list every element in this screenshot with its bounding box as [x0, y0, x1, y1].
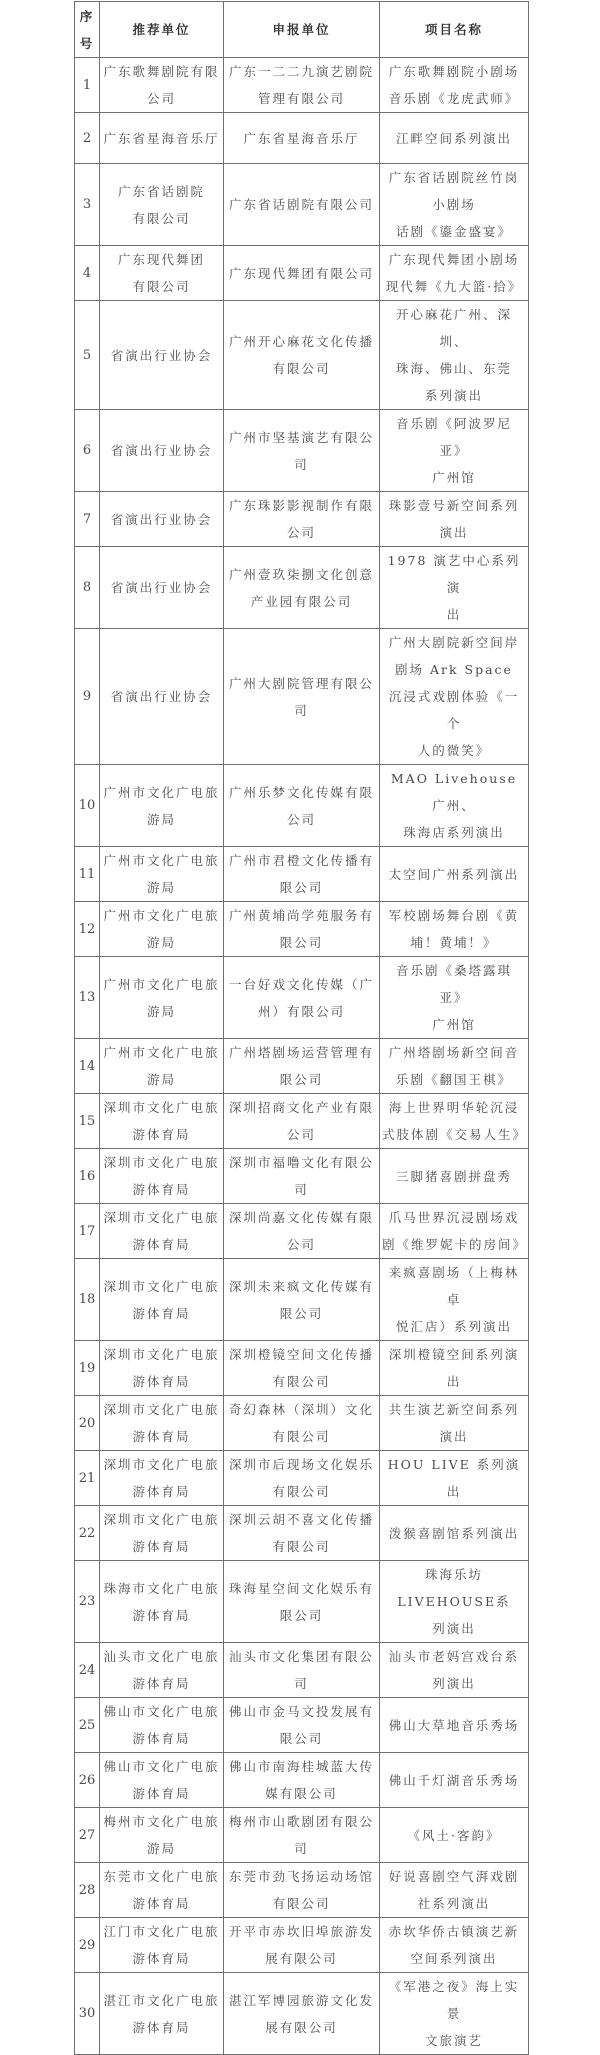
recommending-unit-cell: 深圳市文化广电旅 游体育局	[100, 1149, 224, 1204]
recommending-unit-cell: 佛山市文化广电旅 游体育局	[100, 1753, 224, 1808]
table-row	[75, 1643, 529, 1698]
applying-unit-cell: 广州大剧院管理有限公 司	[224, 629, 380, 765]
project-name-cell: 珠影壹号新空间系列 演出	[380, 492, 529, 547]
recommending-unit-cell: 省演出行业协会	[100, 629, 224, 765]
table-row	[75, 1204, 529, 1259]
serial-number-cell: 7	[75, 492, 100, 547]
header-applying-unit: 申报单位	[224, 2, 380, 58]
serial-number-cell: 22	[75, 1506, 100, 1561]
project-name-cell: 佛山大草地音乐秀场	[380, 1698, 529, 1753]
recommending-unit-cell: 江门市文化广电旅 游体育局	[100, 1918, 224, 1973]
table-row	[75, 246, 529, 301]
recommending-unit-cell: 湛江市文化广电旅 游体育局	[100, 1973, 224, 2055]
table-row	[75, 1451, 529, 1506]
project-name-cell: 来疯喜剧场（上梅林卓 悦汇店）系列演出	[380, 1259, 529, 1341]
applying-unit-cell: 广州黄埔尚学苑服务有 限公司	[224, 902, 380, 957]
applying-unit-cell: 广东省星海音乐厅	[224, 113, 380, 164]
table-row	[75, 410, 529, 492]
applying-unit-cell: 奇幻森林（深圳）文化 有限公司	[224, 1396, 380, 1451]
table-row	[75, 957, 529, 1039]
table-row	[75, 1973, 529, 2055]
table-row	[75, 902, 529, 957]
serial-number-cell: 24	[75, 1643, 100, 1698]
table-row	[75, 1863, 529, 1918]
serial-number-cell: 16	[75, 1149, 100, 1204]
serial-number-cell: 10	[75, 765, 100, 847]
table-row	[75, 301, 529, 410]
project-name-cell: 《军港之夜》海上实景 文旅演艺	[380, 1973, 529, 2055]
header-project-name: 项目名称	[380, 2, 529, 58]
project-name-cell: 军校剧场舞台剧《黄 埔！黄埔！》	[380, 902, 529, 957]
project-name-cell: 佛山千灯湖音乐秀场	[380, 1753, 529, 1808]
table-row	[75, 847, 529, 902]
project-list-table	[74, 1, 529, 2055]
serial-number-cell: 9	[75, 629, 100, 765]
serial-number-cell: 23	[75, 1561, 100, 1643]
project-name-cell: 好说喜剧空气湃戏剧 社系列演出	[380, 1863, 529, 1918]
serial-number-cell: 26	[75, 1753, 100, 1808]
table-row	[75, 1094, 529, 1149]
applying-unit-cell: 佛山市金马文投发展有 限公司	[224, 1698, 380, 1753]
table-row	[75, 1808, 529, 1863]
recommending-unit-cell: 省演出行业协会	[100, 492, 224, 547]
project-name-cell: 广东歌舞剧院小剧场 音乐剧《龙虎武师》	[380, 58, 529, 113]
recommending-unit-cell: 佛山市文化广电旅 游体育局	[100, 1698, 224, 1753]
table-row	[75, 1396, 529, 1451]
recommending-unit-cell: 广东省话剧院 有限公司	[100, 164, 224, 246]
applying-unit-cell: 深圳尚嘉文化传媒有限 公司	[224, 1204, 380, 1259]
table-row	[75, 1259, 529, 1341]
recommending-unit-cell: 深圳市文化广电旅 游体育局	[100, 1506, 224, 1561]
recommending-unit-cell: 深圳市文化广电旅 游体育局	[100, 1094, 224, 1149]
table-row	[75, 1918, 529, 1973]
project-name-cell: 太空间广州系列演出	[380, 847, 529, 902]
serial-number-cell: 18	[75, 1259, 100, 1341]
applying-unit-cell: 深圳云胡不喜文化传播 有限公司	[224, 1506, 380, 1561]
project-name-cell: 音乐剧《桑塔露琪亚》 广州馆	[380, 957, 529, 1039]
applying-unit-cell: 广东珠影影视制作有限 公司	[224, 492, 380, 547]
recommending-unit-cell: 省演出行业协会	[100, 547, 224, 629]
serial-number-cell: 28	[75, 1863, 100, 1918]
recommending-unit-cell: 广州市文化广电旅 游局	[100, 957, 224, 1039]
recommending-unit-cell: 广东现代舞团 有限公司	[100, 246, 224, 301]
applying-unit-cell: 深圳橙镜空间文化传播 有限公司	[224, 1341, 380, 1396]
recommending-unit-cell: 广州市文化广电旅 游局	[100, 847, 224, 902]
table-row	[75, 58, 529, 113]
recommending-unit-cell: 广州市文化广电旅 游局	[100, 765, 224, 847]
serial-number-cell: 15	[75, 1094, 100, 1149]
recommending-unit-cell: 珠海市文化广电旅 游体育局	[100, 1561, 224, 1643]
applying-unit-cell: 湛江军博园旅游文化发 展有限公司	[224, 1973, 380, 2055]
serial-number-cell: 27	[75, 1808, 100, 1863]
serial-number-cell: 4	[75, 246, 100, 301]
table-row	[75, 1039, 529, 1094]
recommending-unit-cell: 梅州市文化广电旅 游局	[100, 1808, 224, 1863]
serial-number-cell: 6	[75, 410, 100, 492]
applying-unit-cell: 广东现代舞团有限公司	[224, 246, 380, 301]
project-name-cell: 汕头市老妈宫戏台系 列演出	[380, 1643, 529, 1698]
serial-number-cell: 13	[75, 957, 100, 1039]
applying-unit-cell: 佛山市南海桂城蓝大传 媒有限公司	[224, 1753, 380, 1808]
serial-number-cell: 19	[75, 1341, 100, 1396]
applying-unit-cell: 深圳招商文化产业有限 公司	[224, 1094, 380, 1149]
serial-number-cell: 21	[75, 1451, 100, 1506]
applying-unit-cell: 广州市坚基演艺有限公 司	[224, 410, 380, 492]
applying-unit-cell: 广州市君橙文化传播有 限公司	[224, 847, 380, 902]
serial-number-cell: 1	[75, 58, 100, 113]
serial-number-cell: 8	[75, 547, 100, 629]
recommending-unit-cell: 广州市文化广电旅 游局	[100, 902, 224, 957]
applying-unit-cell: 开平市赤坎旧埠旅游发 展有限公司	[224, 1918, 380, 1973]
table-row	[75, 1149, 529, 1204]
applying-unit-cell: 广州乐梦文化传媒有限 公司	[224, 765, 380, 847]
recommending-unit-cell: 广东省星海音乐厅	[100, 113, 224, 164]
project-name-cell: HOU LIVE 系列演出	[380, 1451, 529, 1506]
project-name-cell: 1978 演艺中心系列演 出	[380, 547, 529, 629]
project-name-cell: 广州大剧院新空间岸 剧场 Ark Space 沉浸式戏剧体验《一个 人的微笑》	[380, 629, 529, 765]
serial-number-cell: 17	[75, 1204, 100, 1259]
recommending-unit-cell: 深圳市文化广电旅 游体育局	[100, 1259, 224, 1341]
recommending-unit-cell: 深圳市文化广电旅 游体育局	[100, 1451, 224, 1506]
recommending-unit-cell: 广州市文化广电旅 游局	[100, 1039, 224, 1094]
table-row	[75, 492, 529, 547]
project-name-cell: 广东现代舞团小剧场 现代舞《九大篮·拾》	[380, 246, 529, 301]
applying-unit-cell: 广州壹玖柒捌文化创意 产业园有限公司	[224, 547, 380, 629]
applying-unit-cell: 梅州市山歌剧团有限公 司	[224, 1808, 380, 1863]
applying-unit-cell: 广东一二二九演艺剧院 管理有限公司	[224, 58, 380, 113]
project-name-cell: 广州塔剧场新空间音 乐剧《翻国王棋》	[380, 1039, 529, 1094]
project-name-cell: 海上世界明华轮沉浸 式肢体剧《交易人生》	[380, 1094, 529, 1149]
serial-number-cell: 14	[75, 1039, 100, 1094]
project-name-cell: 江畔空间系列演出	[380, 113, 529, 164]
project-name-cell: 赤坎华侨古镇演艺新 空间系列演出	[380, 1918, 529, 1973]
table-row	[75, 1506, 529, 1561]
project-name-cell: 广东省话剧院丝竹岗 小剧场 话剧《鎏金盛宴》	[380, 164, 529, 246]
table-row	[75, 629, 529, 765]
project-name-cell: 共生演艺新空间系列 演出	[380, 1396, 529, 1451]
header-recommending-unit: 推荐单位	[100, 2, 224, 58]
applying-unit-cell: 东莞市劲飞扬运动场馆 有限公司	[224, 1863, 380, 1918]
serial-number-cell: 29	[75, 1918, 100, 1973]
project-name-cell: 爪马世界沉浸剧场戏 剧《维罗妮卡的房间》	[380, 1204, 529, 1259]
project-name-cell: 《风土·客韵》	[380, 1808, 529, 1863]
table-row	[75, 1698, 529, 1753]
applying-unit-cell: 一台好戏文化传媒（广 州）有限公司	[224, 957, 380, 1039]
project-name-cell: 音乐剧《阿波罗尼亚》 广州馆	[380, 410, 529, 492]
serial-number-cell: 20	[75, 1396, 100, 1451]
project-name-cell: 三脚猪喜剧拼盘秀	[380, 1149, 529, 1204]
applying-unit-cell: 广州开心麻花文化传播 有限公司	[224, 301, 380, 410]
table-row	[75, 1561, 529, 1643]
recommending-unit-cell: 省演出行业协会	[100, 301, 224, 410]
serial-number-cell: 5	[75, 301, 100, 410]
recommending-unit-cell: 深圳市文化广电旅 游体育局	[100, 1396, 224, 1451]
applying-unit-cell: 深圳市后现场文化娱乐 有限公司	[224, 1451, 380, 1506]
recommending-unit-cell: 东莞市文化广电旅 游体育局	[100, 1863, 224, 1918]
applying-unit-cell: 深圳市福噜文化有限公 司	[224, 1149, 380, 1204]
recommending-unit-cell: 省演出行业协会	[100, 410, 224, 492]
serial-number-cell: 12	[75, 902, 100, 957]
recommending-unit-cell: 广东歌舞剧院有限 公司	[100, 58, 224, 113]
serial-number-cell: 3	[75, 164, 100, 246]
project-name-cell: 泼猴喜剧馆系列演出	[380, 1506, 529, 1561]
table-row	[75, 113, 529, 164]
recommending-unit-cell: 汕头市文化广电旅 游体育局	[100, 1643, 224, 1698]
serial-number-cell: 11	[75, 847, 100, 902]
serial-number-cell: 25	[75, 1698, 100, 1753]
applying-unit-cell: 珠海星空间文化娱乐有 限公司	[224, 1561, 380, 1643]
project-name-cell: 深圳橙镜空间系列演 出	[380, 1341, 529, 1396]
project-name-cell: 珠海乐坊LIVEHOUSE系 列演出	[380, 1561, 529, 1643]
table-row	[75, 1341, 529, 1396]
applying-unit-cell: 深圳未来疯文化传媒有 限公司	[224, 1259, 380, 1341]
project-name-cell: MAO Livehouse 广州、 珠海店系列演出	[380, 765, 529, 847]
applying-unit-cell: 广州塔剧场运营管理有 限公司	[224, 1039, 380, 1094]
recommending-unit-cell: 深圳市文化广电旅 游体育局	[100, 1204, 224, 1259]
table-header-row	[75, 2, 529, 58]
table-row	[75, 765, 529, 847]
serial-number-cell: 2	[75, 113, 100, 164]
header-serial-number: 序 号	[75, 2, 100, 58]
recommending-unit-cell: 深圳市文化广电旅 游体育局	[100, 1341, 224, 1396]
table-row	[75, 1753, 529, 1808]
applying-unit-cell: 广东省话剧院有限公司	[224, 164, 380, 246]
serial-number-cell: 30	[75, 1973, 100, 2055]
table-row	[75, 164, 529, 246]
project-name-cell: 开心麻花广州、深圳、 珠海、佛山、东莞 系列演出	[380, 301, 529, 410]
table-row	[75, 547, 529, 629]
applying-unit-cell: 汕头市文化集团有限公 司	[224, 1643, 380, 1698]
